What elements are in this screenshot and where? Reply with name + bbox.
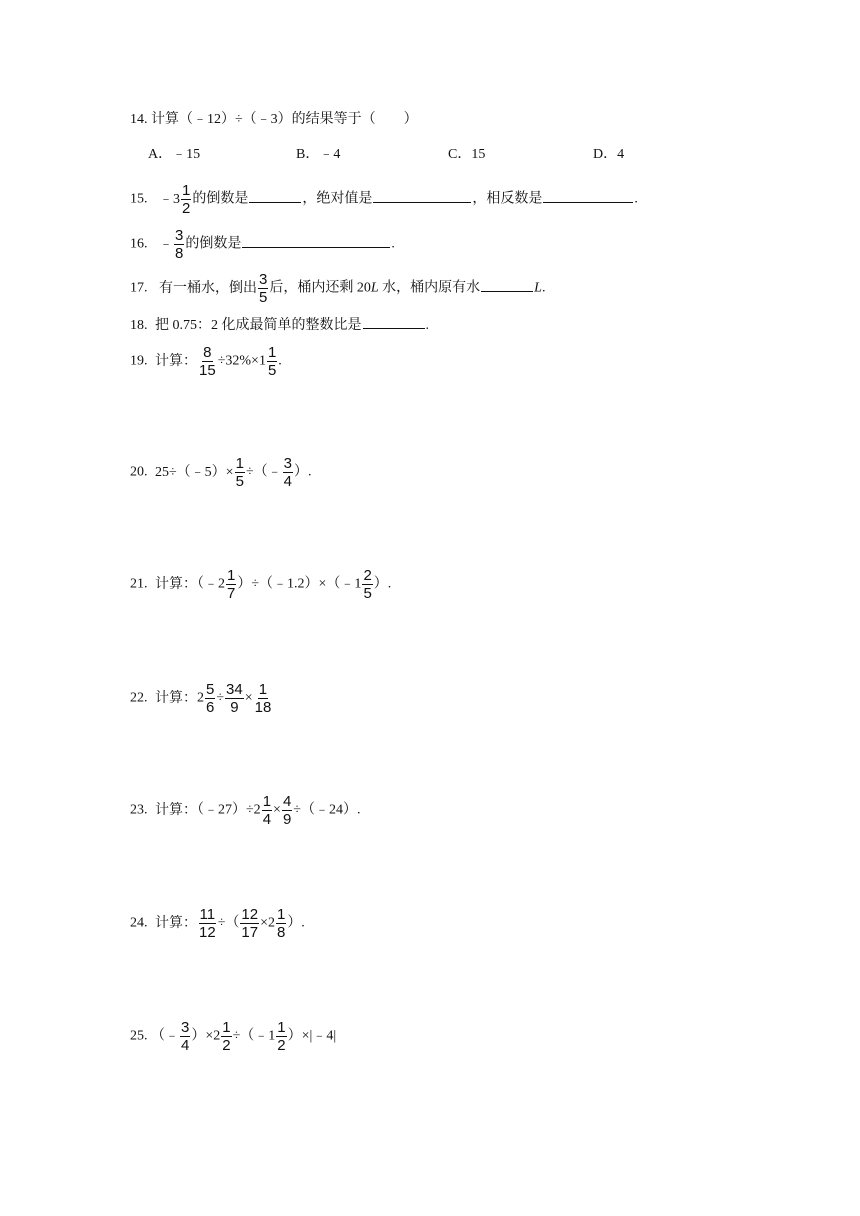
text: 的倒数是 <box>185 236 242 252</box>
text: ）×2 <box>191 1028 221 1044</box>
question-24 <box>130 906 305 941</box>
text: ）÷（﹣1.2）×（﹣1 <box>237 576 362 592</box>
text: （﹣2 <box>197 576 225 592</box>
unit: L <box>534 280 542 296</box>
label: 计算： <box>155 576 197 592</box>
text: （﹣ <box>151 1028 179 1044</box>
text: 25÷（﹣5）× <box>155 464 234 480</box>
option-a: A．﹣15 <box>148 147 201 162</box>
text: ，绝对值是 <box>302 191 373 207</box>
operator: ×2 <box>260 915 275 931</box>
option-d: D．4 <box>593 147 625 162</box>
answer-blank[interactable] <box>543 188 633 203</box>
text: 有一桶水，倒出 <box>159 280 257 296</box>
question-17 <box>130 271 545 306</box>
fraction: $\frac{1}{2}$ <box>182 182 191 217</box>
fraction: $\frac{3}{8}$ <box>175 227 184 262</box>
question-16 <box>130 227 395 262</box>
operator: × <box>244 690 253 706</box>
question-23 <box>130 793 360 828</box>
fraction: $\frac{1}{2}$ <box>222 1019 231 1054</box>
text: . <box>634 191 638 207</box>
fraction: $\frac{4}{9}$ <box>282 793 292 828</box>
label: 计算： <box>155 915 197 931</box>
question-20 <box>130 455 311 490</box>
fraction: $\frac{1}{8}$ <box>276 906 286 941</box>
question-number: 14. <box>130 112 148 127</box>
text: . <box>391 236 395 252</box>
answer-blank[interactable] <box>249 188 301 203</box>
text: ÷（﹣1 <box>232 1028 276 1044</box>
text: ÷（ <box>217 915 240 931</box>
question-21 <box>130 567 391 602</box>
text: ÷32%× <box>217 353 259 369</box>
text: （﹣27）÷2 <box>197 802 261 818</box>
question-15 <box>130 182 638 217</box>
text: ）. <box>287 915 305 931</box>
answer-blank[interactable] <box>481 277 533 292</box>
text: 水，桶内原有水 <box>378 280 481 296</box>
mixed-whole: 1 <box>258 353 266 369</box>
text: 的倒数是 <box>192 191 249 207</box>
question-number: 23. <box>130 802 148 818</box>
question-25 <box>130 1019 336 1054</box>
question-number: 24. <box>130 915 148 931</box>
question-text: 计算（﹣12）÷（﹣3）的结果等于（ ） <box>151 112 418 127</box>
text: ）. <box>293 464 312 480</box>
text: 后，桶内还剩 20 <box>269 280 371 296</box>
question-19 <box>130 344 282 379</box>
operator: ÷ <box>216 690 225 706</box>
label: 计算： <box>155 690 197 706</box>
fraction: $\frac{2}{5}$ <box>363 567 372 602</box>
question-14 <box>130 110 418 130</box>
question-number: 22. <box>130 690 148 706</box>
fraction: $\frac{3}{5}$ <box>259 271 268 306</box>
question-18 <box>130 314 429 336</box>
mixed-whole: 2 <box>197 690 204 706</box>
answer-blank[interactable] <box>242 233 390 248</box>
question-22 <box>130 681 273 716</box>
fraction: $\frac{11}{12}$ <box>199 906 216 941</box>
question-number: 17. <box>130 280 148 296</box>
question-number: 15. <box>130 191 148 207</box>
fraction: $\frac{1}{7}$ <box>227 567 236 602</box>
fraction: $\frac{3}{4}$ <box>283 455 292 490</box>
text: . <box>425 318 429 333</box>
fraction: $\frac{1}{18}$ <box>254 681 272 716</box>
fraction: $\frac{3}{4}$ <box>181 1019 190 1054</box>
question-number: 21. <box>130 576 148 592</box>
question-number: 18. <box>130 318 148 333</box>
question-number: 25. <box>130 1028 148 1044</box>
fraction: $\frac{12}{17}$ <box>241 906 259 941</box>
label: 计算： <box>155 802 197 818</box>
question-number: 19. <box>130 353 148 369</box>
answer-blank[interactable] <box>373 188 471 203</box>
text: . <box>278 353 282 369</box>
fraction: $\frac{1}{2}$ <box>277 1019 286 1054</box>
option-b: B．﹣4 <box>296 147 341 162</box>
mixed-whole: ﹣3 <box>159 191 180 207</box>
option-c: C．15 <box>448 147 486 162</box>
unit: L <box>370 280 379 296</box>
text: ÷（﹣ <box>245 464 282 480</box>
operator: × <box>273 802 281 818</box>
text: ）×|﹣4| <box>287 1028 337 1044</box>
text: ，相反数是 <box>472 191 543 207</box>
fraction: $\frac{5}{6}$ <box>206 681 215 716</box>
fraction: $\frac{1}{5}$ <box>235 455 244 490</box>
question-number: 20. <box>130 464 148 480</box>
sign: ﹣ <box>159 236 173 252</box>
fraction: $\frac{34}{9}$ <box>226 681 243 716</box>
text: . <box>541 280 546 296</box>
question-number: 16. <box>130 236 148 252</box>
answer-blank[interactable] <box>363 314 425 329</box>
fraction: $\frac{8}{15}$ <box>199 344 216 379</box>
fraction: $\frac{1}{4}$ <box>262 793 272 828</box>
text: ÷（﹣24）. <box>293 802 361 818</box>
fraction: $\frac{1}{5}$ <box>267 344 277 379</box>
text: 把 0.75：2 化成最简单的整数比是 <box>155 318 362 333</box>
text: ）. <box>373 576 392 592</box>
label: 计算： <box>155 353 197 369</box>
